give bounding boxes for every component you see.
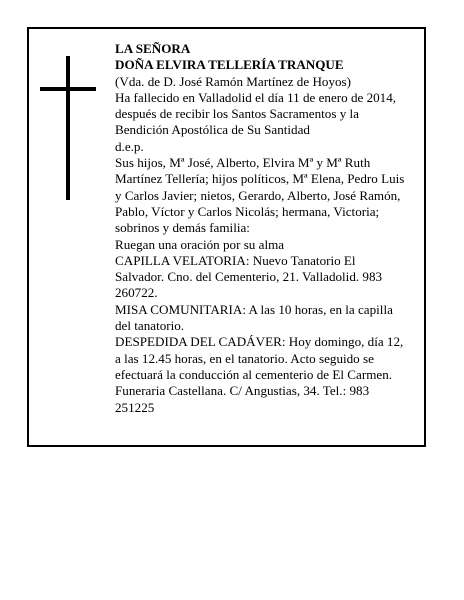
notice-line: DESPEDIDA DEL CADÁVER: Hoy domingo, día 12, bbox=[115, 334, 404, 350]
notice-line: CAPILLA VELATORIA: Nuevo Tanatorio El bbox=[115, 252, 356, 268]
cross-horizontal-bar bbox=[40, 87, 96, 91]
notice-line: DOÑA ELVIRA TELLERÍA TRANQUE bbox=[115, 57, 344, 73]
notice-line: Sus hijos, Mª José, Alberto, Elvira Mª y Mª Ruth bbox=[115, 155, 371, 171]
notice-line: a las 12.45 horas, en el tanatorio. Acto seguido se bbox=[115, 350, 374, 366]
notice-line: Ruegan una oración por su alma bbox=[115, 236, 285, 252]
notice-line: Pablo, Víctor y Carlos Nicolás; hermana, Victoria; bbox=[115, 203, 380, 219]
notice-line: efectuará la conducción al cementerio de El Carmen. bbox=[115, 366, 393, 382]
notice-line: Funeraria Castellana. C/ Angustias, 34. Tel.: 983 bbox=[115, 383, 370, 399]
notice-line: LA SEÑORA bbox=[115, 41, 191, 56]
notice-line: sobrinos y demás familia: bbox=[115, 220, 250, 236]
notice-line: Martínez Tellería; hijos políticos, Mª Elena, Pedro Luis bbox=[115, 171, 405, 187]
notice-line: 251225 bbox=[115, 399, 155, 415]
notice-line: MISA COMUNITARIA: A las 10 horas, en la capilla bbox=[115, 301, 393, 317]
notice-line: Bendición Apostólica de Su Santidad bbox=[115, 122, 310, 138]
notice-line: después de recibir los Santos Sacramentos y la bbox=[115, 106, 359, 122]
notice-line: Ha fallecido en Valladolid el día 11 de enero de 2014, bbox=[115, 89, 397, 105]
notice-line: del tanatorio. bbox=[115, 318, 185, 334]
notice-line: 260722. bbox=[115, 285, 158, 301]
notice-line: y Carlos Javier; nietos, Gerardo, Alberto, José Ramón, bbox=[115, 187, 401, 203]
cross-vertical-bar bbox=[66, 56, 70, 200]
obituary-text bbox=[115, 41, 421, 416]
notice-line: Salvador. Cno. del Cementerio, 21. Valladolid. 983 bbox=[115, 269, 383, 285]
latin-cross-icon bbox=[40, 56, 96, 200]
obituary-notice bbox=[27, 27, 426, 447]
notice-line: d.e.p. bbox=[115, 138, 144, 154]
notice-line: (Vda. de D. José Ramón Martínez de Hoyos) bbox=[115, 73, 351, 89]
